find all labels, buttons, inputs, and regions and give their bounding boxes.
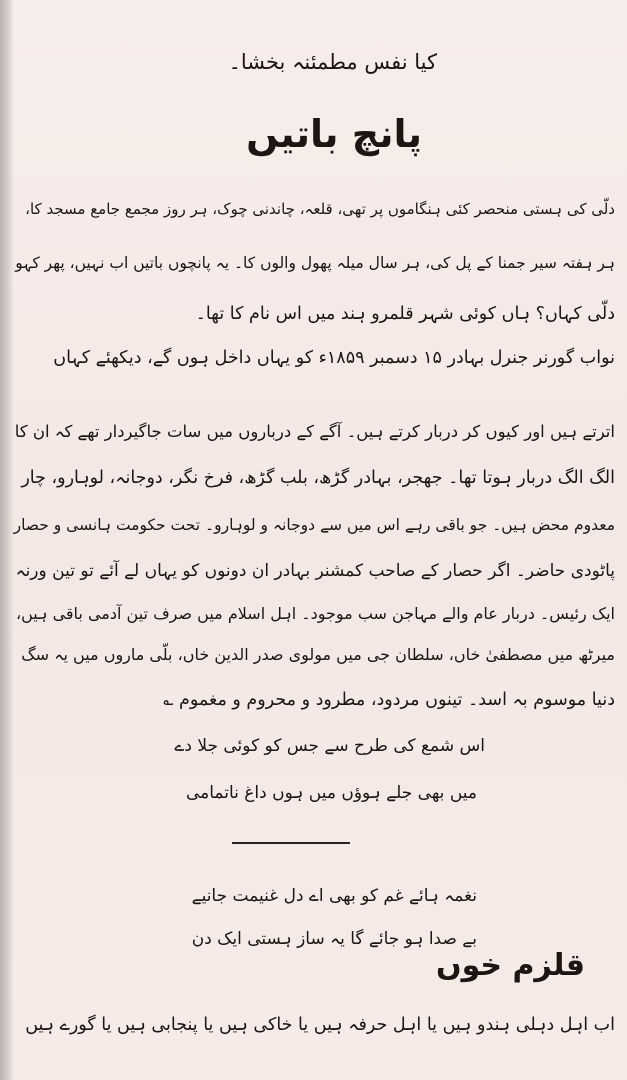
text-line: معدوم محض ہیں۔ جو باقی رہے اس میں سے دوجانہ و لوہارو۔ تحت حکومت ہانسی و حصار bbox=[13, 516, 615, 534]
page-binding-shadow bbox=[0, 0, 14, 1080]
text-line: دنیا موسوم بہ اسد۔ تینوں مردود، مطرود و محروم و مغموم ؎ bbox=[163, 690, 615, 710]
section-title: پانچ باتیں bbox=[246, 112, 422, 156]
text-line: دلّی کی ہستی منحصر کئی ہنگاموں پر تھی، قلعہ، چاندنی چوک، ہر روز مجمع جامع مسجد کا، bbox=[25, 200, 615, 218]
text-line: ایک رئیس۔ دربار عام والے مہاجن سب موجود۔ اہل اسلام میں صرف تین آدمی باقی ہیں، bbox=[15, 604, 615, 623]
text-line: اب اہل دہلی ہندو ہیں یا اہل حرفہ ہیں یا خاکی ہیں یا پنجابی ہیں یا گورے ہیں bbox=[25, 1015, 615, 1035]
section-divider bbox=[232, 842, 350, 844]
verse-fragment: کیا نفس مطمئنہ بخشا۔ bbox=[228, 50, 437, 74]
couplet-line: میں بھی جلے ہوؤں میں ہوں داغ ناتمامی bbox=[185, 783, 477, 803]
text-line: اترتے ہیں اور کیوں کر دربار کرتے ہیں۔ آگے کے درباروں میں سات جاگیردار تھے کہ ان کا bbox=[14, 422, 615, 441]
text-line: دلّی کہاں؟ ہاں کوئی شہر قلمرو ہند میں اس نام کا تھا۔ bbox=[195, 304, 615, 324]
text-line: نواب گورنر جنرل بہادر ۱۵ دسمبر ۱۸۵۹ء کو یہاں داخل ہوں گے، دیکھئے کہاں bbox=[53, 348, 615, 368]
section-heading: قلزم خوں bbox=[435, 948, 585, 983]
couplet-line: نغمہ ہائے غم کو بھی اے دل غنیمت جانیے bbox=[191, 886, 477, 906]
text-line: پاٹودی حاضر۔ اگر حصار کے صاحب کمشنر بہادر ان دونوں کو یہاں لے آئے تو تین ورنہ bbox=[15, 561, 615, 581]
text-line: الگ الگ دربار ہوتا تھا۔ جھجر، بہادر گڑھ، بلب گڑھ، فرخ نگر، دوجانہ، لوہارو، چار bbox=[21, 468, 615, 488]
couplet-line: بے صدا ہو جائے گا یہ ساز ہستی ایک دن bbox=[191, 929, 477, 949]
text-line: میرٹھ میں مصطفیٰ خاں، سلطان جی میں مولوی صدر الدین خاں، بلّی ماروں میں یہ سگ bbox=[21, 645, 615, 664]
couplet-line: اس شمع کی طرح سے جس کو کوئی جلا دے bbox=[174, 736, 485, 756]
text-line: ہر ہفتہ سیر جمنا کے پل کی، ہر سال میلہ پھول والوں کا۔ یہ پانچوں باتیں اب نہیں، پھر کہو bbox=[15, 254, 615, 272]
